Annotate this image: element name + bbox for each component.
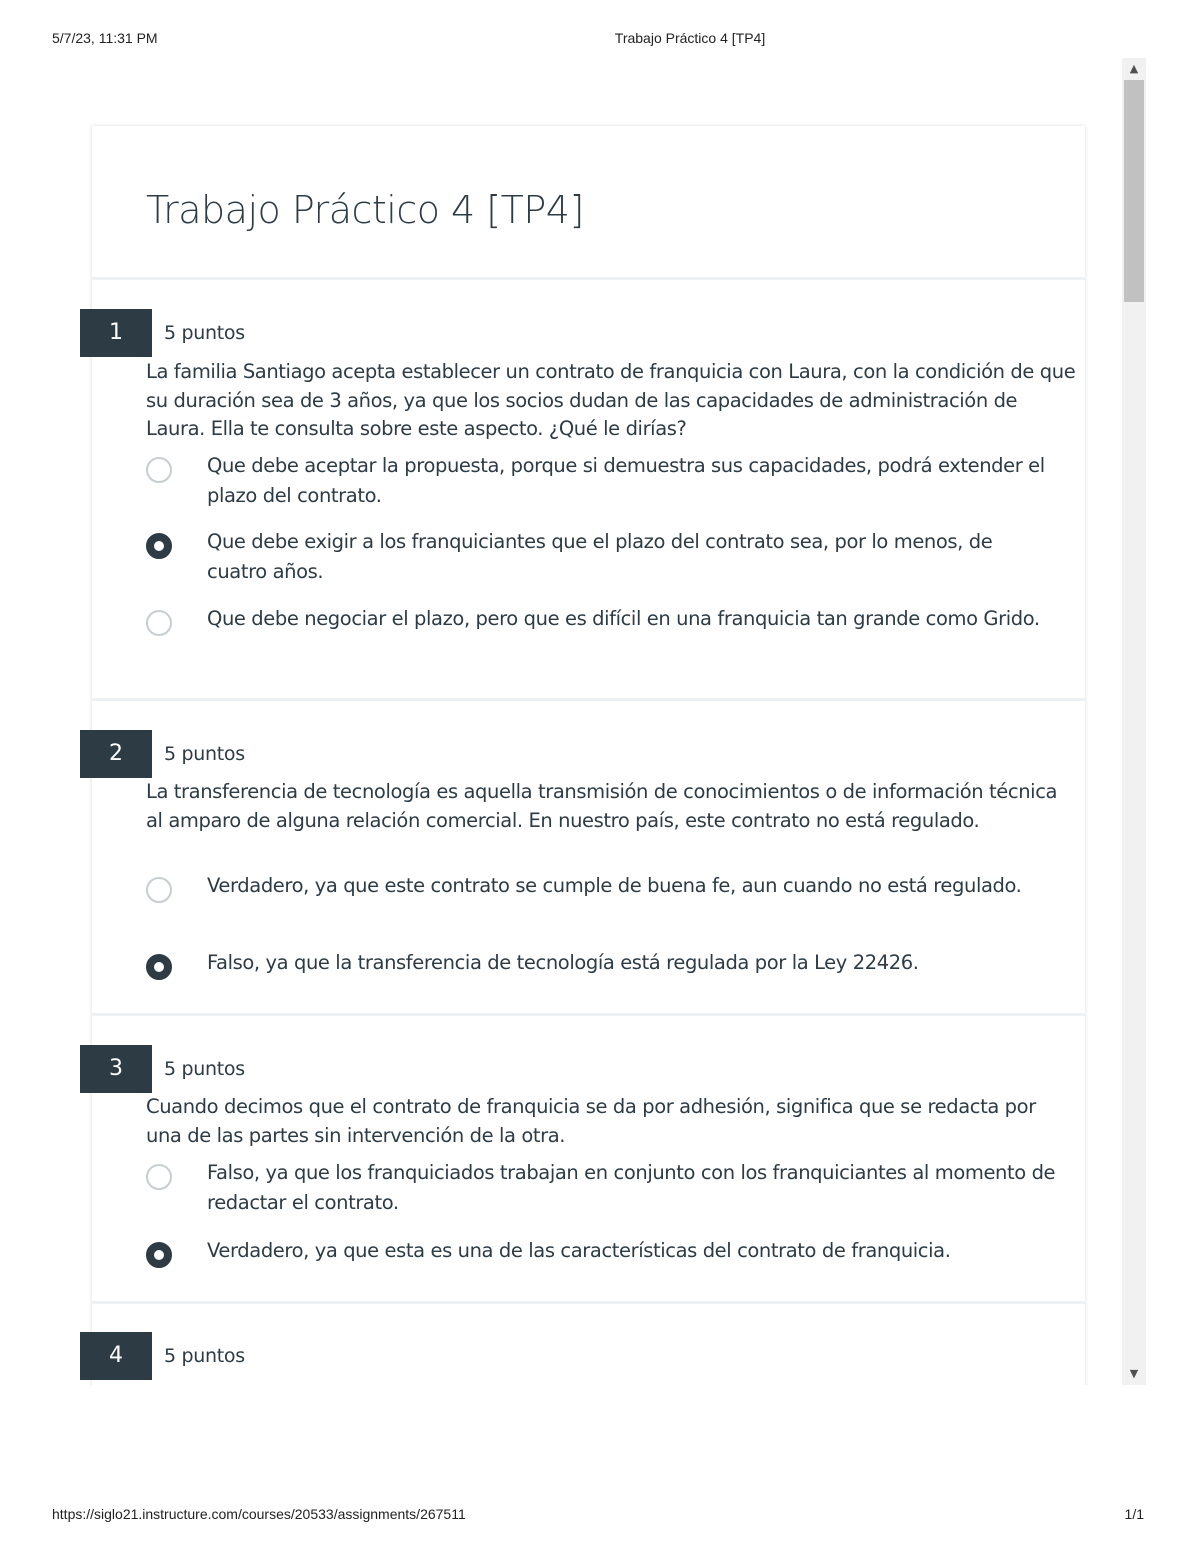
question-number: 1 bbox=[80, 309, 152, 357]
divider bbox=[92, 1301, 1085, 1304]
print-title: Trabajo Práctico 4 [TP4] bbox=[614, 30, 766, 46]
answer-label: Verdadero, ya que este contrato se cumple de buena fe, aun cuando no está regulado. bbox=[207, 874, 1022, 897]
question-points: 5 puntos bbox=[164, 743, 245, 765]
answer-label: Que debe negociar el plazo, pero que es difícil en una franquicia tan grande como Grido. bbox=[207, 607, 1040, 630]
answer-label: Falso, ya que la transferencia de tecnología está regulada por la Ley 22426. bbox=[207, 951, 919, 974]
print-page-number: 1/1 bbox=[1124, 1506, 1144, 1522]
page-viewport[interactable] bbox=[52, 58, 1146, 1385]
arrow-down-icon[interactable]: ▼ bbox=[1129, 1367, 1139, 1380]
print-datetime: 5/7/23, 11:31 PM bbox=[52, 30, 158, 46]
radio-selected-icon[interactable] bbox=[146, 954, 172, 980]
scrollbar-thumb[interactable] bbox=[1124, 80, 1144, 302]
quiz-card bbox=[92, 126, 1085, 1385]
radio-unselected-icon[interactable] bbox=[146, 877, 172, 903]
question-points: 5 puntos bbox=[164, 322, 245, 344]
question-text: La familia Santiago acepta establecer un contrato de franquicia con Laura, con la condición de que su duración sea de 3 años, ya que los socios dudan de las capacidades de administración de Laura. Ella te consulta sobre este aspecto. ¿Qué le dirías? bbox=[146, 360, 1076, 440]
quiz-title: Trabajo Práctico 4 [TP4] bbox=[146, 188, 584, 232]
arrow-up-icon[interactable]: ▲ bbox=[1129, 62, 1139, 75]
print-footer bbox=[0, 1506, 1200, 1526]
answer-label: Que debe exigir a los franquiciantes que el plazo del contrato sea, por lo menos, de cuatro años. bbox=[207, 530, 993, 583]
print-url: https://siglo21.instructure.com/courses/20533/assignments/267511 bbox=[52, 1506, 466, 1522]
answer-label: Verdadero, ya que esta es una de las características del contrato de franquicia. bbox=[207, 1239, 951, 1262]
vertical-scrollbar[interactable] bbox=[1122, 58, 1146, 1385]
question-points: 5 puntos bbox=[164, 1058, 245, 1080]
question-text: La transferencia de tecnología es aquella transmisión de conocimientos o de información técnica al amparo de alguna relación comercial. En nuestro país, este contrato no está regulado. bbox=[146, 780, 1058, 832]
divider bbox=[92, 698, 1085, 701]
divider bbox=[92, 1013, 1085, 1016]
radio-selected-icon[interactable] bbox=[146, 533, 172, 559]
divider bbox=[92, 277, 1085, 280]
radio-selected-icon[interactable] bbox=[146, 1242, 172, 1268]
radio-unselected-icon[interactable] bbox=[146, 457, 172, 483]
question-number: 4 bbox=[80, 1332, 152, 1380]
question-text: Cuando decimos que el contrato de franquicia se da por adhesión, significa que se redacta por una de las partes sin intervención de la otra. bbox=[146, 1095, 1036, 1147]
question-number: 2 bbox=[80, 730, 152, 778]
question-number: 3 bbox=[80, 1045, 152, 1093]
answer-label: Que debe aceptar la propuesta, porque si demuestra sus capacidades, podrá extender el plazo del contrato. bbox=[207, 454, 1045, 507]
radio-unselected-icon[interactable] bbox=[146, 610, 172, 636]
answer-label: Falso, ya que los franquiciados trabajan en conjunto con los franquiciantes al momento de redactar el contrato. bbox=[207, 1161, 1056, 1214]
question-points: 5 puntos bbox=[164, 1345, 245, 1367]
print-header bbox=[0, 30, 1200, 50]
radio-unselected-icon[interactable] bbox=[146, 1164, 172, 1190]
